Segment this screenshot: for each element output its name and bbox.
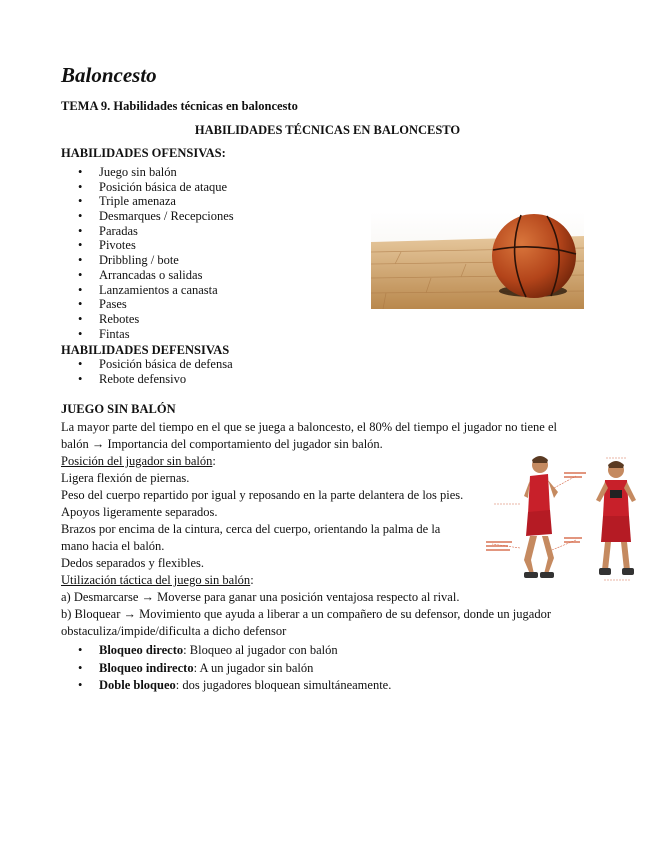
basketball-photo <box>371 212 584 309</box>
screen-desc: : dos jugadores bloquean simultáneamente. <box>175 678 392 693</box>
offensive-heading: HABILIDADES OFENSIVAS: <box>61 146 226 160</box>
screen-desc: : A un jugador sin balón <box>193 660 314 675</box>
list-item: • Lanzamientos a canasta <box>78 283 234 298</box>
list-item: • Arrancadas o salidas <box>78 268 234 283</box>
player-side-figure <box>524 456 558 578</box>
list-item <box>78 677 391 695</box>
defensive-heading: HABILIDADES DEFENSIVAS <box>61 343 230 357</box>
screen-term: Doble bloqueo <box>99 678 176 693</box>
tactical-heading-colon: : <box>250 573 254 587</box>
position-line: Brazos por encima de la cintura, cerca del cuerpo, orientando la palma de la <box>61 522 441 536</box>
position-heading <box>61 453 216 470</box>
tactical-heading-text: Utilización táctica del juego sin balón <box>61 573 251 587</box>
position-line: Ligera flexión de piernas. <box>61 471 190 485</box>
position-line: Dedos separados y flexibles. <box>61 556 205 570</box>
tactic-a-line: a) Desmarcarse → Moverse para ganar una posición ventajosa respecto al rival. <box>61 590 460 604</box>
list-item: • Triple amenaza <box>78 194 234 209</box>
list-item: • Juego sin balón <box>78 165 234 180</box>
screen-types-list <box>78 642 391 695</box>
topic-heading: TEMA 9. Habilidades técnicas en baloncesto <box>61 99 298 113</box>
position-line: Apoyos ligeramente separados. <box>61 505 218 519</box>
players-stance-illustration <box>484 440 640 595</box>
paragraph-line: La mayor parte del tiempo en el que se juega a baloncesto, el 80% del tiempo el jugador no tiene el <box>61 420 558 434</box>
position-line: Peso del cuerpo repartido por igual y reposando en la parte delantera de los pies. <box>61 488 464 502</box>
juego-sin-balon-heading: JUEGO SIN BALÓN <box>61 402 176 416</box>
position-heading-colon: : <box>212 454 216 468</box>
list-item: • Pases <box>78 297 234 312</box>
list-item: • Fintas <box>78 327 234 342</box>
position-heading-text: Posición del jugador sin balón <box>61 454 213 468</box>
list-item <box>78 660 391 678</box>
screen-term: Bloqueo directo <box>99 643 184 657</box>
list-item: • Rebote defensivo <box>78 372 233 387</box>
list-item: • Pivotes <box>78 238 234 253</box>
tactic-b-line: b) Bloquear → Movimiento que ayuda a liberar a un compañero de su defensor, donde un jugador <box>61 607 551 621</box>
list-item: • Dribbling / bote <box>78 253 234 268</box>
player-front-figure <box>596 461 636 575</box>
list-item: • Desmarques / Recepciones <box>78 209 234 224</box>
list-item <box>78 642 391 660</box>
paragraph-line: balón → Importancia del comportamiento del jugador sin balón. <box>61 437 383 451</box>
defensive-skills-list <box>78 357 233 386</box>
screen-desc: : Bloqueo al jugador con balón <box>183 643 338 657</box>
list-item: • Posición básica de defensa <box>78 357 233 372</box>
offensive-skills-list <box>78 165 234 341</box>
list-item: • Paradas <box>78 224 234 239</box>
tactic-b-line: obstaculiza/impide/dificulta a dicho defensor <box>61 624 287 638</box>
list-item: • Rebotes <box>78 312 234 327</box>
list-item: • Posición básica de ataque <box>78 180 234 195</box>
screen-term: Bloqueo indirecto <box>99 660 194 675</box>
document-title: Baloncesto <box>61 63 157 87</box>
section-title: HABILIDADES TÉCNICAS EN BALONCESTO <box>194 123 461 137</box>
position-line: mano hacia el balón. <box>61 539 165 553</box>
tactical-heading <box>61 572 254 589</box>
